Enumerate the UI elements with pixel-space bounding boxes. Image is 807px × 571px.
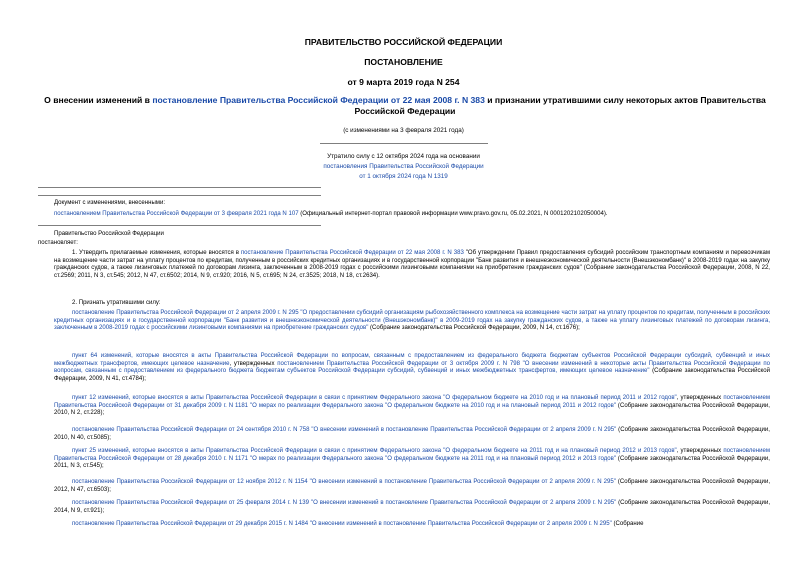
- repealed-item-3-source: (Собрание законодательства Российской Федерации, 2010, N 2, ст.228);: [54, 402, 770, 417]
- repealed-item-3: [54, 395, 770, 418]
- repealed-item-2-link[interactable]: пункт 64 изменений, которые вносятся в акты Правительства Российской Федерации по вопросам, связанным с предоставлением из федерального бюджета бюджетам субъектов Российской Федерации субсидий, субвенций и иных межбюджетных трансфертов, имеющих целевое назначение: [54, 353, 770, 367]
- document-type-heading: ПОСТАНОВЛЕНИЕ: [364, 57, 443, 67]
- paragraph-2: 2. Признать утратившими силу:: [72, 300, 161, 306]
- repealed-item-4-source: (Собрание законодательства Российской Федерации, 2010, N 40, ст.5085);: [54, 427, 770, 441]
- repealed-item-5-link-2[interactable]: постановлением Правительства Российской Федерации от 28 декабря 2010 г. N 1171 "О мерах по реализации Федерального закона "О федеральном бюджете на 2011 год и на плановый период 2012 и 2013 годов": [54, 448, 770, 462]
- title-text-after: и признании утратившими силу некоторых актов Правительства Российской Федерации: [354, 95, 766, 116]
- decides-line: постановляет:: [38, 240, 78, 246]
- repealed-item-2-mid: , утвержденных: [229, 360, 278, 367]
- document-title: [40, 95, 770, 117]
- government-line: Правительство Российской Федерации: [54, 231, 164, 237]
- repealed-item-5-source: (Собрание законодательства Российской Федерации, 2011, N 3, ст.545);: [54, 455, 770, 470]
- paragraph-1-source: (Собрание законодательства Российской Федерации, 2008, N 22, ст.2569; 2011, N 3, ст.545; 2012, N 47, ст.6502; 2014, N 9, ст.920; 2016, N 5, ст.695; N 24, ст.3525; 2018, N 18, ст.2634).: [54, 265, 770, 279]
- repealed-item-8: [54, 521, 770, 529]
- repeal-line-2: [0, 162, 807, 172]
- repeal-decree-link[interactable]: постановления Правительства Российской Федерации: [323, 163, 484, 170]
- repealed-item-2: [54, 353, 770, 383]
- repealed-item-7-link[interactable]: постановление Правительства Российской Федерации от 25 февраля 2014 г. N 139 "О внесении изменений в постановление Правительства Российской Федерации от 2 апреля 2009 г. N 295": [72, 500, 617, 506]
- repealed-item-3-link-2[interactable]: постановлением Правительства Российской Федерации от 31 декабря 2009 г. N 1181 "О мерах по реализации Федерального закона "О федеральном бюджете на 2010 год и на плановый период 2011 и 2012 годов": [54, 395, 770, 409]
- repealed-item-1-source: (Собрание законодательства Российской Федерации, 2009, N 14, ст.1676);: [368, 325, 580, 332]
- paragraph-1-start: 1. Утвердить прилагаемые изменения, которые вносятся в: [72, 250, 241, 256]
- repealed-item-3-mid: , утвержденных: [676, 395, 724, 401]
- repealed-item-8-link[interactable]: постановление Правительства Российской Федерации от 29 декабря 2015 г. N 1484 "О внесении изменений в постановление Правительства Российской Федерации от 2 апреля 2009 г. N 295": [72, 521, 612, 527]
- divider: [38, 187, 321, 188]
- changes-source: (Официальный интернет-портал правовой информации www.pravo.gov.ru, 05.02.2021, N 0001202102050004).: [298, 211, 608, 217]
- repealed-item-8-source: (Собрание: [611, 521, 644, 527]
- repeal-line-1: Утратило силу с 12 октября 2024 года на основании: [327, 153, 480, 160]
- divider: [320, 143, 488, 144]
- repealed-item-6-link[interactable]: постановление Правительства Российской Федерации от 12 ноября 2012 г. N 1154 "О внесении изменений в постановление Правительства Российской Федерации от 2 апреля 2009 г. N 295": [72, 479, 616, 485]
- repealed-item-1: [54, 310, 770, 333]
- repealed-item-4-link[interactable]: постановление Правительства Российской Федерации от 24 сентября 2010 г. N 758 "О внесении изменений в постановление Правительства Российской Федерации от 2 апреля 2009 г. N 295": [72, 427, 617, 433]
- repealed-item-4: [54, 427, 770, 442]
- repealed-item-6: [54, 479, 770, 494]
- repeal-line-3: [0, 172, 807, 182]
- government-heading: ПРАВИТЕЛЬСТВО РОССИЙСКОЙ ФЕДЕРАЦИИ: [304, 37, 503, 47]
- edition-note: (с изменениями на 3 февраля 2021 года): [343, 127, 464, 134]
- divider: [38, 195, 321, 196]
- repealed-item-3-link[interactable]: пункт 12 изменений, которые вносятся в акты Правительства Российской Федерации в связи с принятием Федерального закона "О федеральном бюджете на 2010 год и на плановый период 2011 и 2012 годов": [72, 395, 677, 401]
- repealed-item-7-source: (Собрание законодательства Российской Федерации, 2014, N 9, ст.921);: [54, 500, 770, 514]
- title-text-before: О внесении изменений в: [44, 95, 153, 105]
- title-link-decree-383[interactable]: постановление Правительства Российской Федерации от 22 мая 2008 г. N 383: [152, 95, 485, 105]
- paragraph-1-title: "Об утверждении Правил предоставления субсидий российским транспортным компаниям и перевозчикам на возмещение части затрат на уплату процентов по кредитам, полученным в российских кредитных организациях и в государственной корпорации "Банк развития и внешнеэкономической деятельности (Внешэкономбанк)" в 2008-2019 годах на закупку гражданских судов, а также лизинговых платежей по договорам лизинга, заключенным в 2008-2019 годах с российскими лизинговыми компаниями на приобретение гражданских судов": [54, 250, 770, 272]
- repeal-decree-date-link[interactable]: от 1 октября 2024 года N 1319: [359, 173, 448, 180]
- changes-label: Документ с изменениями, внесенными:: [54, 200, 166, 206]
- divider: [38, 225, 321, 226]
- paragraph-1: [54, 250, 770, 280]
- repealed-item-5-link[interactable]: пункт 25 изменений, которые вносятся в акты Правительства Российской Федерации в связи с принятием Федерального закона "О федеральном бюджете на 2011 год и на плановый период 2012 и 2013 годов": [72, 448, 677, 454]
- repealed-item-2-link-2[interactable]: постановлением Правительства Российской Федерации от 3 октября 2009 г. N 798 "О внесении изменений в некоторые акты Правительства Российской Федерации по вопросам, связанным с предоставлением из федерального бюджета бюджетам субъектов Российской Федерации субсидий, субвенций и иных межбюджетных трансфертов, имеющих целевое назначение": [54, 360, 770, 375]
- document-date-number: от 9 марта 2019 года N 254: [347, 77, 460, 87]
- repealed-item-1-link[interactable]: постановление Правительства Российской Федерации от 2 апреля 2009 г. N 295 "О предоставлении субсидий организациям рыбохозяйственного комплекса на возмещение части затрат на уплату процентов по кредитам, полученным в российских кредитных организациях и в государственной корпорации "Банк развития и внешнеэкономической деятельности (Внешэкономбанк)" в 2009-2019 годах на закупку гражданских судов, а также на уплату лизинговых платежей по договорам лизинга, заключенным в 2008-2019 годах с российскими лизинговыми компаниями на приобретение гражданских судов": [54, 310, 770, 332]
- repealed-item-5: [54, 448, 770, 471]
- repealed-item-5-mid: , утвержденных: [676, 448, 724, 454]
- repealed-item-2-source: (Собрание законодательства Российской Федерации, 2009, N 41, ст.4784);: [54, 368, 770, 382]
- changes-line: [54, 211, 770, 219]
- repealed-item-7: [54, 500, 770, 515]
- paragraph-1-link-decree-383[interactable]: постановление Правительства Российской Федерации от 22 мая 2008 г. N 383: [240, 250, 464, 256]
- repealed-item-6-source: (Собрание законодательства Российской Федерации, 2012, N 47, ст.6503);: [54, 479, 770, 493]
- changes-decree-link[interactable]: постановлением Правительства Российской Федерации от 3 февраля 2021 года N 107: [54, 211, 299, 217]
